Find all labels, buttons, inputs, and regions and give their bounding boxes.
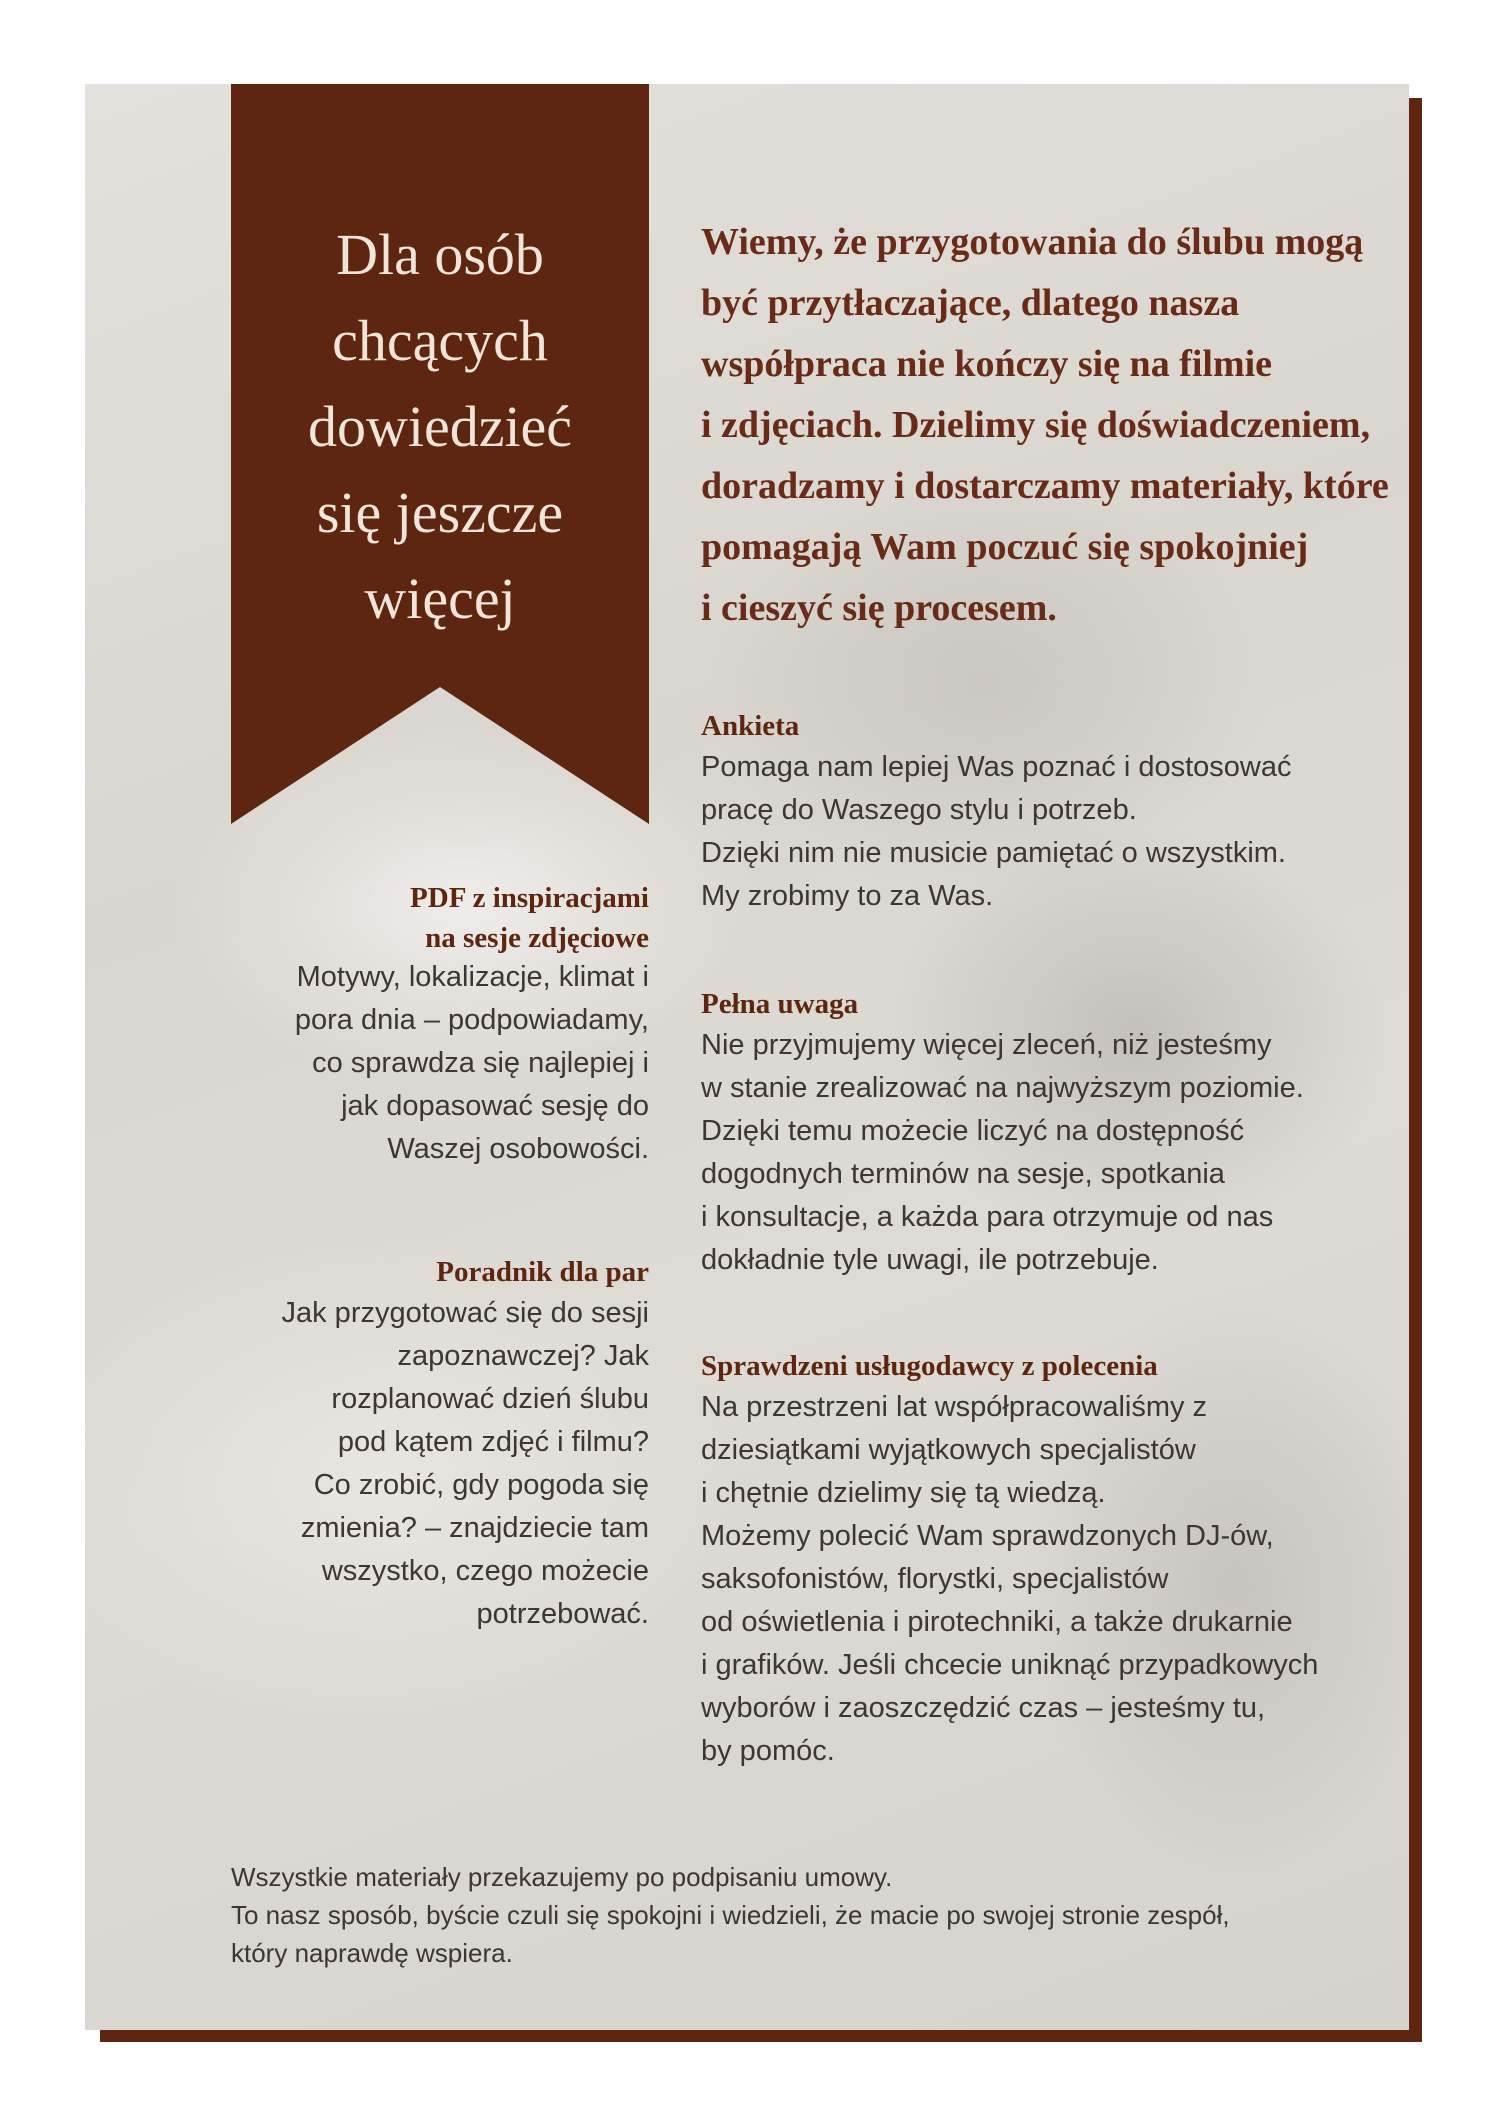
- intro-paragraph: [701, 212, 1409, 639]
- title-line: na sesje zdjęciowe: [425, 922, 649, 954]
- body-line: potrzebować.: [476, 1598, 649, 1630]
- body-line: w stanie zrealizować na najwyższym poziomie.: [701, 1072, 1304, 1104]
- section-body-ankieta: [701, 746, 1409, 918]
- body-line: dziesiątkami wyjątkowych specjalistów: [701, 1434, 1196, 1466]
- intro-line: współpraca nie kończy się na filmie: [701, 343, 1273, 385]
- section-title-poradnik: Poradnik dla par: [436, 1256, 649, 1288]
- footer-line: Wszystkie materiały przekazujemy po podpisaniu umowy.: [231, 1862, 893, 1892]
- body-line: Co zrobić, gdy pogoda się: [313, 1469, 649, 1501]
- body-line: Motywy, lokalizacje, klimat i: [296, 961, 649, 993]
- body-line: Waszej osobowości.: [387, 1133, 649, 1165]
- body-line: zapoznawczej? Jak: [397, 1340, 649, 1372]
- section-body-poradnik: [225, 1292, 649, 1636]
- ribbon-title: [231, 212, 649, 642]
- section-body-uslugodawcy: [701, 1386, 1409, 1773]
- body-line: Pomaga nam lepiej Was poznać i dostosować: [701, 751, 1292, 783]
- section-title-uwaga: Pełna uwaga: [701, 988, 859, 1020]
- footer-line: To nasz sposób, byście czuli się spokojni i wiedzieli, że macie po swojej stronie zespół,: [231, 1900, 1230, 1930]
- body-line: Możemy polecić Wam sprawdzonych DJ-ów,: [701, 1520, 1274, 1552]
- section-title-pdf: [225, 878, 649, 958]
- body-line: jak dopasować sesję do: [341, 1090, 649, 1122]
- body-line: Dzięki nim nie musicie pamiętać o wszystkim.: [701, 837, 1286, 869]
- section-title-ankieta: Ankieta: [701, 710, 800, 742]
- footer-note: [231, 1858, 1409, 1972]
- title-line: PDF z inspiracjami: [410, 882, 649, 914]
- ribbon-title-line: dowiedzieć: [307, 394, 573, 459]
- intro-line: doradzamy i dostarczamy materiały, które: [701, 465, 1389, 507]
- info-card: [85, 84, 1409, 2030]
- body-line: dokładnie tyle uwagi, ile potrzebuje.: [701, 1244, 1159, 1276]
- intro-line: i zdjęciach. Dzielimy się doświadczeniem,: [701, 404, 1371, 446]
- ribbon-title-line: chcących: [332, 308, 548, 373]
- intro-line: i cieszyć się procesem.: [701, 587, 1057, 629]
- footer-line: który naprawdę wspiera.: [231, 1938, 513, 1968]
- body-line: i grafików. Jeśli chcecie uniknąć przypadkowych: [701, 1649, 1319, 1681]
- body-line: Dzięki temu możecie liczyć na dostępność: [701, 1115, 1245, 1147]
- body-line: pora dnia – podpowiadamy,: [294, 1004, 649, 1036]
- body-line: dogodnych terminów na sesje, spotkania: [701, 1158, 1225, 1190]
- body-line: pracę do Waszego stylu i potrzeb.: [701, 794, 1137, 826]
- body-line: by pomóc.: [701, 1735, 835, 1767]
- intro-line: pomagają Wam poczuć się spokojniej: [701, 526, 1309, 568]
- intro-line: Wiemy, że przygotowania do ślubu mogą: [701, 221, 1364, 263]
- body-line: pod kątem zdjęć i filmu?: [337, 1426, 649, 1458]
- body-line: i konsultacje, a każda para otrzymuje od nas: [701, 1201, 1274, 1233]
- section-body-pdf: [225, 956, 649, 1171]
- body-line: saksofonistów, florystki, specjalistów: [701, 1563, 1169, 1595]
- section-title-uslugodawcy: Sprawdzeni usługodawcy z polecenia: [701, 1350, 1158, 1382]
- ribbon-title-line: Dla osób: [336, 222, 544, 287]
- body-line: zmienia? – znajdziecie tam: [300, 1512, 649, 1544]
- body-line: Jak przygotować się do sesji: [281, 1297, 649, 1329]
- body-line: co sprawdza się najlepiej i: [312, 1047, 649, 1079]
- body-line: My zrobimy to za Was.: [701, 880, 994, 912]
- body-line: Nie przyjmujemy więcej zleceń, niż jesteśmy: [701, 1029, 1272, 1061]
- body-line: od oświetlenia i pirotechniki, a także drukarnie: [701, 1606, 1293, 1638]
- body-line: Na przestrzeni lat współpracowaliśmy z: [701, 1391, 1208, 1423]
- body-line: rozplanować dzień ślubu: [331, 1383, 649, 1415]
- body-line: wszystko, czego możecie: [321, 1555, 649, 1587]
- ribbon-title-line: więcej: [364, 566, 516, 631]
- ribbon-title-line: się jeszcze: [316, 480, 564, 545]
- body-line: i chętnie dzielimy się tą wiedzą.: [701, 1477, 1106, 1509]
- body-line: wyborów i zaoszczędzić czas – jesteśmy tu,: [701, 1692, 1266, 1724]
- section-body-uwaga: [701, 1024, 1409, 1282]
- intro-line: być przytłaczające, dlatego nasza: [701, 282, 1240, 324]
